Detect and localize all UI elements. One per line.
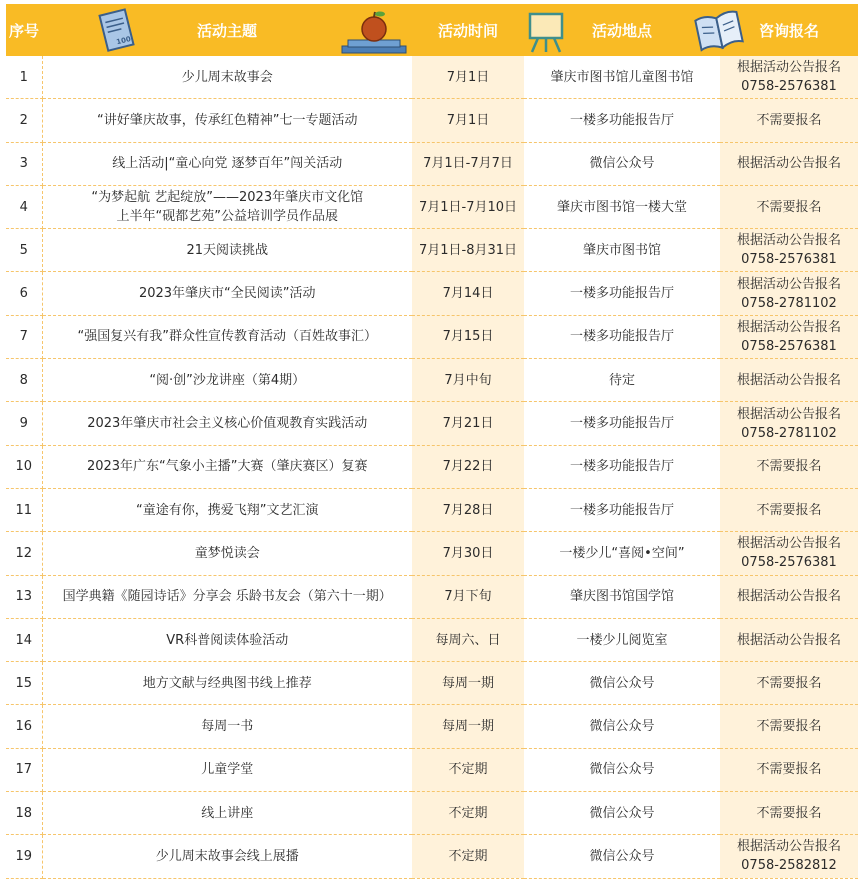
row-number-cell: 13 (6, 575, 42, 618)
row-number-cell: 14 (6, 618, 42, 661)
table-row (6, 315, 858, 358)
table-row (6, 272, 858, 315)
activity-location-cell: 一楼多功能报告厅 (524, 99, 720, 142)
activity-theme-cell (42, 229, 412, 272)
activity-location-cell: 一楼多功能报告厅 (524, 315, 720, 358)
table-header-row (6, 4, 858, 56)
activity-theme-cell (42, 445, 412, 488)
activity-time-cell: 不定期 (412, 792, 524, 835)
activity-theme-cell-line: 少儿周末故事会线上展播 (155, 848, 299, 864)
signup-info-cell-line: 不需要报名 (756, 502, 822, 518)
signup-info-cell-line: 不需要报名 (756, 719, 822, 735)
signup-info-cell-line: 0758-2781102 (741, 425, 837, 441)
activity-theme-cell-line: 上半年“砚都艺苑”公益培训学员作品展 (116, 209, 338, 225)
svg-text:100: 100 (115, 35, 132, 47)
activity-theme-cell-line: “童途有你，携爱飞翔”文艺汇演 (136, 502, 319, 518)
row-number-cell: 16 (6, 705, 42, 748)
row-number-cell: 2 (6, 99, 42, 142)
table-body (6, 56, 858, 878)
activity-time-cell: 7月1日-7月7日 (412, 142, 524, 185)
table-row (6, 532, 858, 575)
signup-info-cell-line: 根据活动公告报名 (736, 536, 841, 552)
table-row (6, 705, 858, 748)
activity-theme-cell (42, 488, 412, 531)
header-time-label: 活动时间 (437, 21, 498, 40)
activity-theme-cell-line: 每周一书 (201, 719, 254, 735)
header-time (412, 4, 524, 56)
activity-time-cell: 每周六、日 (412, 618, 524, 661)
row-number-cell: 18 (6, 792, 42, 835)
open-book-icon (694, 8, 744, 54)
table-row (6, 575, 858, 618)
table-row (6, 618, 858, 661)
activity-location-cell: 一楼多功能报告厅 (524, 445, 720, 488)
activity-location-cell: 待定 (524, 359, 720, 402)
activity-theme-cell (42, 748, 412, 791)
activity-time-cell: 每周一期 (412, 705, 524, 748)
signup-info-cell-line: 不需要报名 (756, 675, 822, 691)
activity-location-cell: 微信公众号 (524, 748, 720, 791)
activity-time-cell: 7月1日 (412, 99, 524, 142)
table-row (6, 142, 858, 185)
activity-location-cell: 一楼多功能报告厅 (524, 272, 720, 315)
signup-info-cell (720, 185, 858, 228)
activity-location-cell: 肇庆市图书馆 (524, 229, 720, 272)
activity-theme-cell-line: 2023年肇庆市“全民阅读”活动 (138, 286, 316, 302)
signup-info-cell (720, 56, 858, 99)
signup-info-cell (720, 575, 858, 618)
activity-time-cell: 7月1日 (412, 56, 524, 99)
row-number-cell: 8 (6, 359, 42, 402)
signup-info-cell-line: 不需要报名 (756, 199, 822, 215)
signup-info-cell-line: 0758-2576381 (741, 252, 837, 268)
header-location (524, 4, 720, 56)
header-no (6, 4, 42, 56)
row-number-cell: 19 (6, 835, 42, 878)
signup-info-cell-line: 不需要报名 (756, 112, 822, 128)
signup-info-cell-line: 0758-2781102 (741, 295, 837, 311)
row-number-cell: 7 (6, 315, 42, 358)
activity-theme-cell-line: 儿童学堂 (201, 762, 254, 778)
activity-theme-cell (42, 56, 412, 99)
activity-theme-cell (42, 99, 412, 142)
signup-info-cell-line: 根据活动公告报名 (736, 632, 841, 648)
table-row (6, 835, 858, 878)
activity-theme-cell (42, 618, 412, 661)
signup-info-cell (720, 748, 858, 791)
activity-theme-cell-line: 少儿周末故事会 (181, 69, 273, 85)
activity-time-cell: 7月1日-7月10日 (412, 185, 524, 228)
signup-info-cell-line: 0758-2582812 (741, 858, 837, 874)
activity-theme-cell (42, 142, 412, 185)
signup-info-cell-line: 根据活动公告报名 (736, 156, 841, 172)
apple-books-icon (338, 8, 410, 56)
table-row (6, 229, 858, 272)
table-row (6, 748, 858, 791)
activity-theme-cell-line: VR科普阅读体验活动 (166, 632, 289, 648)
header-signup-label: 咨询报名 (758, 21, 819, 40)
activity-theme-cell-line: 2023年肇庆市社会主义核心价值观教育实践活动 (87, 416, 368, 432)
row-number-cell: 6 (6, 272, 42, 315)
signup-info-cell (720, 229, 858, 272)
header-location-label: 活动地点 (591, 21, 652, 40)
activity-time-cell: 7月21日 (412, 402, 524, 445)
signup-info-cell-line: 0758-2576381 (741, 79, 837, 95)
activity-time-cell: 7月30日 (412, 532, 524, 575)
signup-info-cell (720, 99, 858, 142)
signup-info-cell (720, 618, 858, 661)
activity-location-cell: 一楼多功能报告厅 (524, 402, 720, 445)
activity-time-cell: 7月15日 (412, 315, 524, 358)
header-no-label: 序号 (8, 21, 39, 40)
activity-theme-cell (42, 315, 412, 358)
activity-location-cell: 微信公众号 (524, 662, 720, 705)
activity-location-cell: 微信公众号 (524, 792, 720, 835)
signup-info-cell (720, 835, 858, 878)
signup-info-cell-line: 根据活动公告报名 (736, 276, 841, 292)
table-row (6, 662, 858, 705)
row-number-cell: 12 (6, 532, 42, 575)
activity-theme-cell-line: 地方文献与经典图书线上推荐 (142, 675, 312, 691)
row-number-cell: 17 (6, 748, 42, 791)
activity-theme-cell-line: 国学典籍《随园诗话》分享会 乐龄书友会（第六十一期） (62, 589, 392, 605)
activity-theme-cell-line: 童梦悦读会 (194, 545, 260, 561)
activity-theme-cell (42, 532, 412, 575)
signup-info-cell-line: 不需要报名 (756, 459, 822, 475)
table-row (6, 792, 858, 835)
signup-info-cell-line: 不需要报名 (756, 762, 822, 778)
row-number-cell: 5 (6, 229, 42, 272)
activity-theme-cell-line: 线上讲座 (201, 805, 254, 821)
signup-info-cell-line: 根据活动公告报名 (736, 372, 841, 388)
signup-info-cell-line: 不需要报名 (756, 805, 822, 821)
activity-theme-cell (42, 272, 412, 315)
table-row (6, 99, 858, 142)
table-row (6, 185, 858, 228)
activity-location-cell: 微信公众号 (524, 705, 720, 748)
signup-info-cell-line: 根据活动公告报名 (736, 839, 841, 855)
activity-theme-cell (42, 705, 412, 748)
signup-info-cell (720, 532, 858, 575)
activity-location-cell: 微信公众号 (524, 835, 720, 878)
header-theme (42, 4, 412, 56)
activity-theme-cell (42, 359, 412, 402)
activity-location-cell: 微信公众号 (524, 142, 720, 185)
signup-info-cell (720, 705, 858, 748)
signup-info-cell (720, 445, 858, 488)
row-number-cell: 1 (6, 56, 42, 99)
activity-location-cell: 肇庆市图书馆儿童图书馆 (524, 56, 720, 99)
signup-info-cell (720, 272, 858, 315)
activity-time-cell: 7月1日-8月31日 (412, 229, 524, 272)
activity-location-cell: 一楼多功能报告厅 (524, 488, 720, 531)
activity-time-cell: 7月中旬 (412, 359, 524, 402)
table-row (6, 402, 858, 445)
signup-info-cell (720, 792, 858, 835)
header-theme-label: 活动主题 (196, 21, 257, 40)
signup-info-cell-line: 根据活动公告报名 (736, 319, 841, 335)
signup-info-cell (720, 315, 858, 358)
activity-theme-cell (42, 402, 412, 445)
activity-location-cell: 一楼少儿“喜阅•空间” (524, 532, 720, 575)
signup-info-cell-line: 0758-2576381 (741, 555, 837, 571)
activity-theme-cell-line: “阅·创”沙龙讲座（第4期） (149, 372, 306, 388)
table-row (6, 445, 858, 488)
activity-time-cell: 7月22日 (412, 445, 524, 488)
signup-info-cell (720, 662, 858, 705)
signup-info-cell (720, 402, 858, 445)
activity-theme-cell-line: 线上活动|“童心向党 逐梦百年”闯关活动 (112, 156, 343, 172)
signup-info-cell (720, 488, 858, 531)
signup-info-cell-line: 根据活动公告报名 (736, 233, 841, 249)
activity-time-cell: 每周一期 (412, 662, 524, 705)
activity-location-cell: 肇庆市图书馆一楼大堂 (524, 185, 720, 228)
activity-theme-cell (42, 792, 412, 835)
activity-theme-cell-line: “为梦起航 艺起绽放”——2023年肇庆市文化馆 (91, 190, 364, 206)
activity-location-cell: 肇庆图书馆国学馆 (524, 575, 720, 618)
activity-time-cell: 7月14日 (412, 272, 524, 315)
signup-info-cell (720, 359, 858, 402)
activity-theme-cell-line: 21天阅读挑战 (186, 242, 269, 258)
activity-theme-cell (42, 662, 412, 705)
activity-time-cell: 7月下旬 (412, 575, 524, 618)
activity-location-cell: 一楼少儿阅览室 (524, 618, 720, 661)
signup-info-cell-line: 0758-2576381 (741, 338, 837, 354)
activity-time-cell: 不定期 (412, 748, 524, 791)
signup-info-cell-line: 根据活动公告报名 (736, 60, 841, 76)
table-row (6, 359, 858, 402)
activity-time-cell: 不定期 (412, 835, 524, 878)
activity-theme-cell (42, 185, 412, 228)
row-number-cell: 4 (6, 185, 42, 228)
activity-table (6, 4, 858, 879)
row-number-cell: 11 (6, 488, 42, 531)
table-row (6, 488, 858, 531)
activity-theme-cell (42, 835, 412, 878)
row-number-cell: 15 (6, 662, 42, 705)
row-number-cell: 10 (6, 445, 42, 488)
activity-theme-cell-line: 2023年广东“气象小主播”大赛（肇庆赛区）复赛 (86, 459, 368, 475)
activity-theme-cell (42, 575, 412, 618)
row-number-cell: 3 (6, 142, 42, 185)
activity-time-cell: 7月28日 (412, 488, 524, 531)
activity-theme-cell-line: “强国复兴有我”群众性宣传教育活动（百姓故事汇） (77, 329, 377, 345)
signup-info-cell-line: 根据活动公告报名 (736, 589, 841, 605)
header-signup (720, 4, 858, 56)
table-row (6, 56, 858, 99)
easel-icon (526, 8, 566, 56)
document-icon (92, 8, 142, 56)
signup-info-cell (720, 142, 858, 185)
row-number-cell: 9 (6, 402, 42, 445)
signup-info-cell-line: 根据活动公告报名 (736, 406, 841, 422)
activity-theme-cell-line: “讲好肇庆故事，传承红色精神”七一专题活动 (97, 112, 358, 128)
